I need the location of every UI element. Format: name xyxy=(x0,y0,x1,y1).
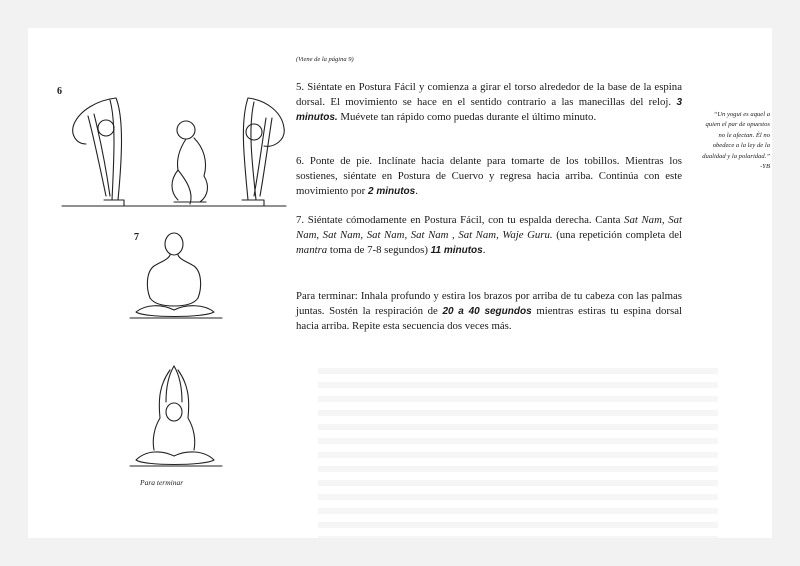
continued-note: (Viene de la página 9) xyxy=(296,56,354,63)
step-7-period: . xyxy=(482,244,486,257)
rising-figure xyxy=(242,98,284,206)
step-6-period: . xyxy=(415,185,418,198)
crow-pose-figure xyxy=(172,121,207,204)
step-7-text-tail: toma de 7-8 segundos) xyxy=(329,244,428,257)
step-7-duration: 11 minutos xyxy=(430,245,483,257)
step-5-text: 5. Siéntate en Postura Fácil y comienza a girar el torso alrededor de la base de la espina dorsal. El movimiento se hace en el sentido contrario a las manecillas del reloj. xyxy=(296,81,682,109)
ending-duration: 20 a 40 segundos xyxy=(442,306,532,318)
ending-text: Para terminar: Inhala profundo y estira los brazos por arriba de tu cabeza con las palmas juntas. Sostén la respiración de xyxy=(296,290,682,318)
figure-7-illustration xyxy=(124,224,228,324)
step-6-text: 6. Ponte de pie. Inclínate hacia delante para tomarte de los tobillos. Mientras los sostienes, siéntate en Postura de Cuervo y regresa hacia arriba. Continúa con este movimiento por xyxy=(296,155,682,198)
step-7-text: 7. Siéntate cómodamente en Postura Fácil, con tu espalda derecha. Canta xyxy=(296,214,621,226)
document-page xyxy=(28,28,772,538)
ending-text-end: mientras estiras tu espina dorsal hacia arriba. Repite esta secuencia dos veces más. xyxy=(296,305,683,333)
figure-number-7: 7 xyxy=(134,232,139,243)
figure-number-6: 6 xyxy=(57,86,62,97)
ending-paragraph xyxy=(296,289,682,335)
figure-6-illustration xyxy=(58,88,290,214)
bleed-through-shadow xyxy=(318,368,718,538)
step-6-duration: 2 minutos xyxy=(367,186,416,198)
step-6-paragraph xyxy=(296,154,682,200)
step-7-mantra-word: mantra xyxy=(296,244,328,257)
step-5-paragraph xyxy=(296,80,682,126)
step-7-text-mid: (una repetición completa del xyxy=(556,229,683,242)
final-pose-caption: Para terminar xyxy=(140,478,184,487)
step-7-chant: Sat Nam, Sat Nam, Sat Nam, Sat Nam, Sat Nam , Sat Nam, Waje Guru. xyxy=(296,214,682,242)
step-7-paragraph xyxy=(296,213,682,259)
forward-bend-figure xyxy=(73,98,124,206)
sidebar-quote: “Un yogui es aquel a quien el par de opuestos no le afectan. Él no obedece a la ley de la dualidad y la polaridad.” -YB xyxy=(702,111,770,171)
step-5-duration: 3 minutos. xyxy=(296,97,682,124)
final-pose-illustration xyxy=(124,362,228,474)
step-5-text-end: Muévete tan rápido como puedas durante el último minuto. xyxy=(340,111,597,124)
